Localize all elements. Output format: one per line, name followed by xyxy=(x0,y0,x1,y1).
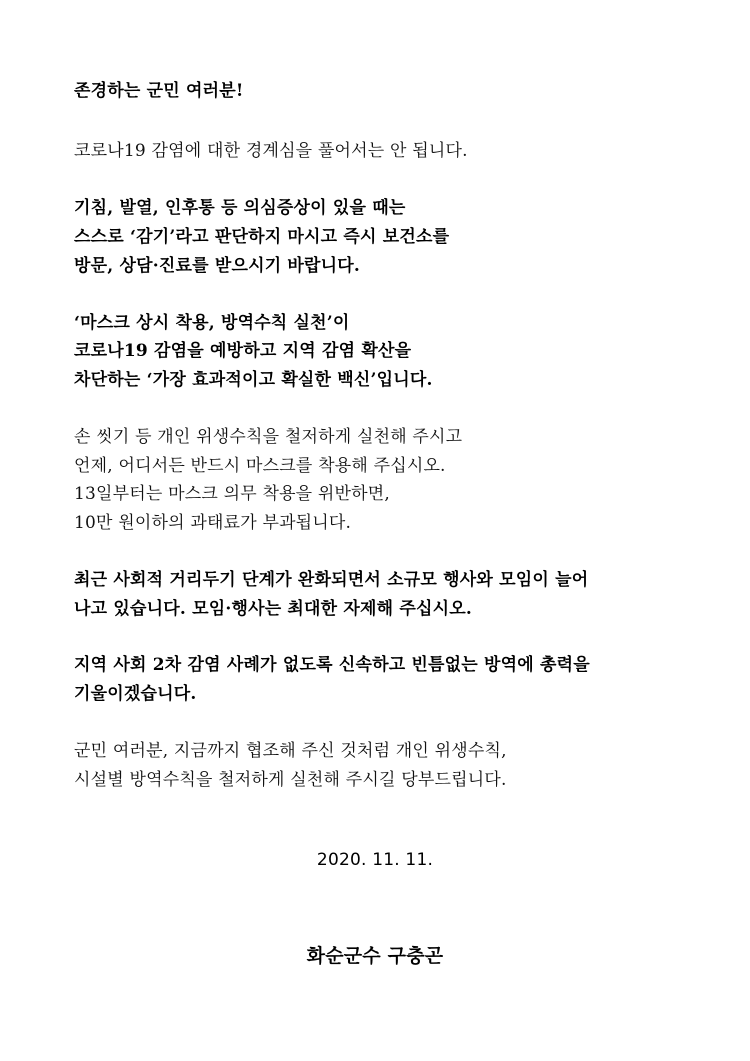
document-date: 2020. 11. 11. xyxy=(316,850,434,870)
paragraph-line: 13일부터는 마스크 의무 착용을 위반하면, xyxy=(74,484,391,504)
paragraph-line: 군민 여러분, 지금까지 협조해 주신 것처럼 개인 위생수칙, xyxy=(74,741,507,761)
paragraph-line: 손 씻기 등 개인 위생수칙을 철저하게 실천해 주시고 xyxy=(74,427,463,447)
paragraph-line: 기침, 발열, 인후통 등 의심증상이 있을 때는 xyxy=(74,198,406,218)
paragraph-line: 나고 있습니다. 모임·행사는 최대한 자제해 주십시오. xyxy=(74,599,473,619)
paragraph-line: 차단하는 ‘가장 효과적이고 확실한 백신’입니다. xyxy=(74,370,433,390)
paragraph-line: 기울이겠습니다. xyxy=(74,684,197,704)
paragraph-line: 언제, 어디서든 반드시 마스크를 착용해 주십시오. xyxy=(74,456,446,476)
signature: 화순군수 구충곤 xyxy=(306,945,444,967)
greeting-heading: 존경하는 군민 여러분! xyxy=(74,81,244,101)
paragraph-line: 코로나19 감염을 예방하고 지역 감염 확산을 xyxy=(74,341,412,361)
paragraph-line: 시설별 방역수칙을 철저하게 실천해 주시길 당부드립니다. xyxy=(74,770,507,790)
paragraph-line: 최근 사회적 거리두기 단계가 완화되면서 소규모 행사와 모임이 늘어 xyxy=(74,570,589,590)
paragraph-line: 10만 원이하의 과태료가 부과됩니다. xyxy=(74,513,352,533)
paragraph-line: 스스로 ‘감기’라고 판단하지 마시고 즉시 보건소를 xyxy=(74,227,450,247)
paragraph-line: 코로나19 감염에 대한 경계심을 풀어서는 안 됩니다. xyxy=(74,141,468,161)
paragraph-line: 지역 사회 2차 감염 사례가 없도록 신속하고 빈틈없는 방역에 총력을 xyxy=(74,655,590,675)
paragraph-line: ‘마스크 상시 착용, 방역수칙 실천’이 xyxy=(74,313,350,333)
paragraph-line: 방문, 상담·진료를 받으시기 바랍니다. xyxy=(74,256,361,276)
